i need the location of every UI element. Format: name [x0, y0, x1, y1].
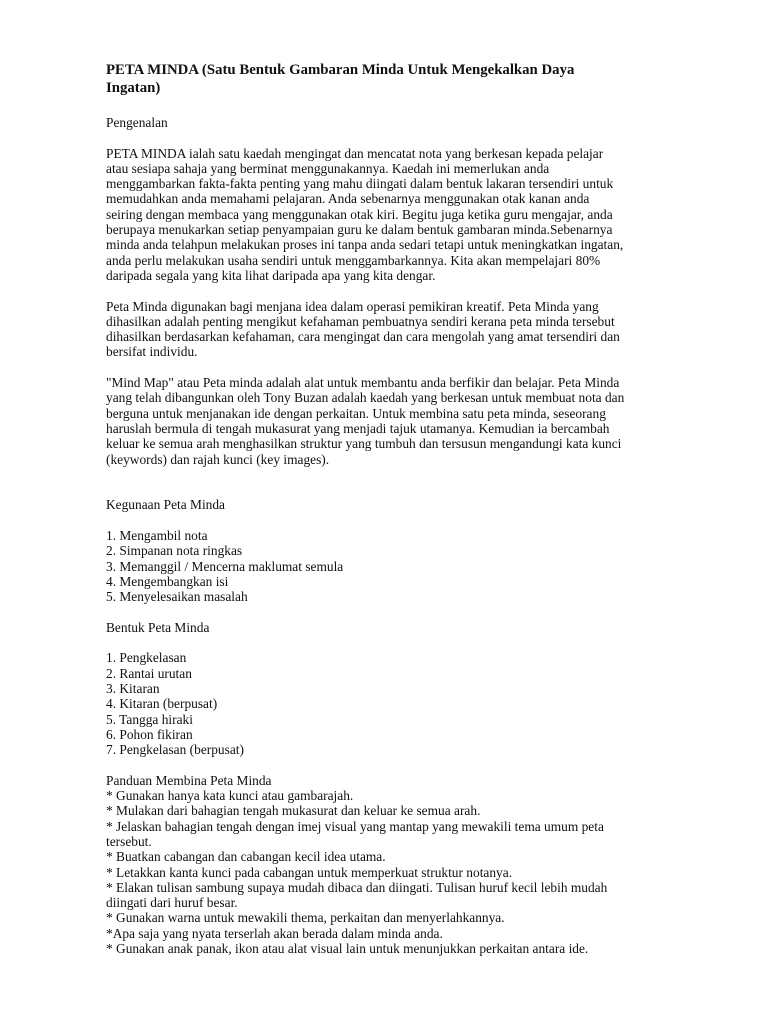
paragraph-line: PETA MINDA ialah satu kaedah mengingat dan mencatat nota yang berkesan kepada pelajar: [106, 145, 604, 161]
list-item: 6. Pohon fikiran: [106, 726, 193, 742]
list-item: 4. Mengembangkan isi: [106, 573, 229, 589]
list-item: 4. Kitaran (berpusat): [106, 696, 218, 712]
list-item: 2. Rantai urutan: [106, 665, 192, 681]
paragraph-line: seiring dengan membaca yang menggunakan otak kiri. Begitu juga ketika guru mengajar, anda: [106, 206, 613, 222]
document-page: [106, 62, 706, 956]
paragraph-1: [106, 146, 706, 284]
paragraph-line: menggambarkan fakta-fakta penting yang mahu diingati dalam bentuk lakaran tersendiri untuk: [106, 176, 614, 192]
paragraph-3: [106, 375, 706, 467]
paragraph-line: daripada segala yang kita lihat daripada apa yang kita dengar.: [106, 267, 436, 283]
paragraph-line: atau sesiapa sahaja yang berminat menggunakannya. Kaedah ini memerlukan anda: [106, 160, 550, 176]
blank-line: [106, 482, 706, 497]
list-item: 5. Menyelesaikan masalah: [106, 589, 248, 605]
paragraph-line: berupaya menukarkan setiap penyampaian guru ke dalam bentuk gambaran minda.Sebenarnya: [106, 222, 613, 238]
paragraph-line: (keywords) dan rajah kunci (key images).: [106, 451, 330, 467]
paragraph-line: memudahkan anda memahami pelajaran. Anda sebenarnya menggunakan otak kanan anda: [106, 191, 590, 207]
list-item: 5. Tangga hiraki: [106, 711, 193, 727]
guide-line: * Buatkan cabangan dan cabangan kecil idea utama.: [106, 849, 386, 865]
paragraph-line: dihasilkan berdasarkan kefahaman, cara mengingat dan cara mengolah yang amat tersendiri dan: [106, 329, 620, 345]
guide-line: * Elakan tulisan sambung supaya mudah dibaca dan diingati. Tulisan huruf kecil lebih mudah: [106, 879, 608, 895]
paragraph-2: [106, 299, 706, 360]
paragraph-line: yang telah dibangunkan oleh Tony Buzan adalah kaedah yang berkesan untuk membuat nota dan: [106, 390, 625, 406]
guide-line: * Letakkan kanta kunci pada cabangan untuk memperkuat struktur notanya.: [106, 864, 513, 880]
guide-line: * Jelaskan bahagian tengah dengan imej visual yang mantap yang mewakili tema umum peta: [106, 818, 604, 834]
uses-heading: Kegunaan Peta Minda: [106, 497, 225, 513]
guide-section: [106, 773, 706, 957]
list-item: 7. Pengkelasan (berpusat): [106, 742, 244, 758]
paragraph-line: bersifat individu.: [106, 344, 198, 360]
forms-heading: Bentuk Peta Minda: [106, 619, 210, 635]
guide-line: * Mulakan dari bahagian tengah mukasurat dan keluar ke semua arah.: [106, 803, 481, 819]
guide-line: * Gunakan warna untuk mewakili thema, perkaitan dan menyerlahkannya.: [106, 910, 505, 926]
list-item: 1. Mengambil nota: [106, 528, 208, 544]
guide-heading: Panduan Membina Peta Minda: [106, 772, 272, 788]
document-title: [106, 62, 706, 97]
paragraph-line: anda perlu melakukan usaha sendiri untuk menggambarkannya. Kita akan mempelajari 80%: [106, 252, 601, 268]
title-line: Ingatan): [106, 79, 161, 96]
paragraph-line: Peta Minda digunakan bagi menjana idea dalam operasi pemikiran kreatif. Peta Minda yang: [106, 298, 599, 314]
list-item: 1. Pengkelasan: [106, 650, 187, 666]
paragraph-line: minda anda telahpun melakukan proses ini tanpa anda sedari tetapi untuk meningkatkan ingatan,: [106, 237, 624, 253]
guide-line: * Gunakan anak panak, ikon atau alat visual lain untuk menunjukkan perkaitan antara ide.: [106, 941, 589, 957]
paragraph-line: haruslah bermula di tengah mukasurat yang menjadi tajuk utamanya. Kemudian ia bercambah: [106, 420, 610, 436]
uses-list: [106, 528, 706, 604]
list-item: 3. Kitaran: [106, 680, 160, 696]
forms-list: [106, 650, 706, 757]
list-item: 2. Simpanan nota ringkas: [106, 543, 243, 559]
paragraph-line: berguna untuk menjanakan ide dengan perkaitan. Untuk membina satu peta minda, seseorang: [106, 405, 606, 421]
guide-line: diingati dari huruf besar.: [106, 895, 238, 911]
paragraph-line: keluar ke semua arah menghasilkan struktur yang tumbuh dan tersusun mengandungi kata kunci: [106, 436, 622, 452]
guide-line: *Apa saja yang nyata terserlah akan berada dalam minda anda.: [106, 925, 443, 941]
paragraph-line: dihasilkan adalah penting mengikut kefahaman pembuatnya sendiri kerana peta minda tersebut: [106, 313, 615, 329]
guide-line: * Gunakan hanya kata kunci atau gambarajah.: [106, 788, 354, 804]
title-line: PETA MINDA (Satu Bentuk Gambaran Minda Untuk Mengekalkan Daya: [106, 62, 575, 78]
list-item: 3. Memanggil / Mencerna maklumat semula: [106, 558, 344, 574]
intro-heading: Pengenalan: [106, 115, 168, 130]
paragraph-line: "Mind Map" atau Peta minda adalah alat untuk membantu anda berfikir dan belajar. Peta Minda: [106, 375, 620, 391]
guide-line: tersebut.: [106, 833, 152, 849]
